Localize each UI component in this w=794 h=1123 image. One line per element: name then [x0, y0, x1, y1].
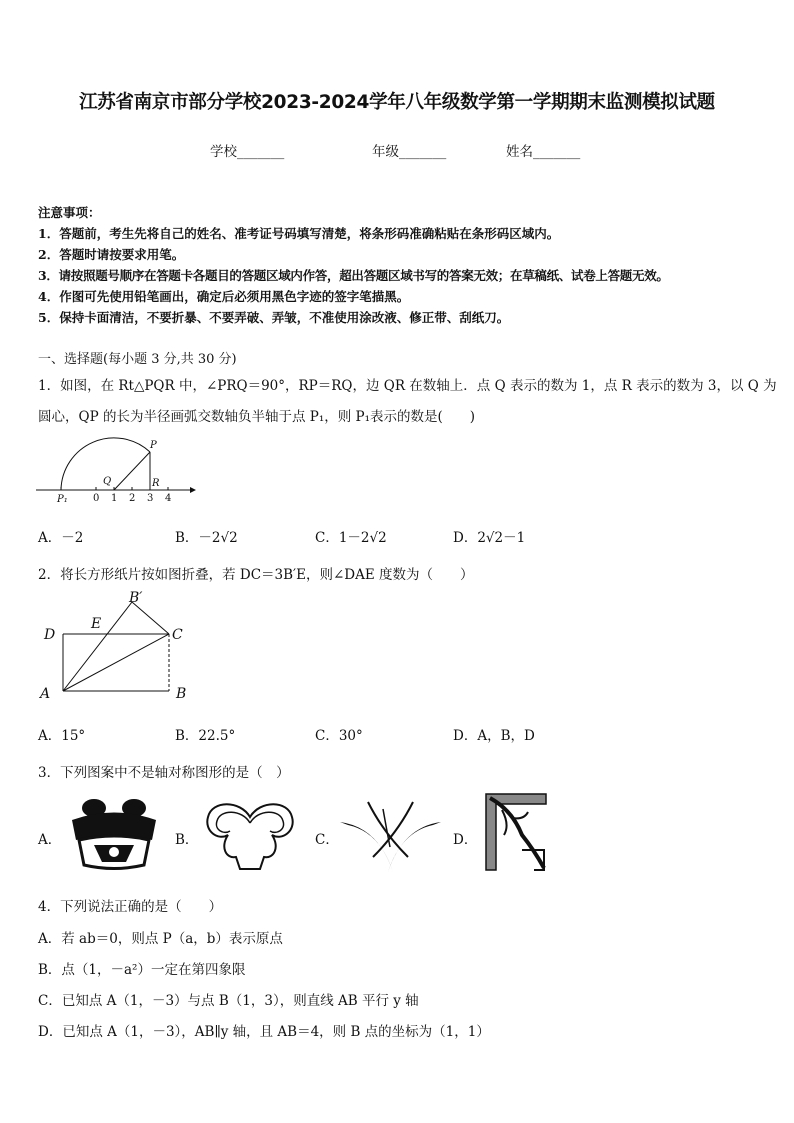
- q1-option-b: B．－2√2: [175, 530, 238, 546]
- name-field: 姓名_______: [506, 144, 581, 160]
- label-Q: Q: [103, 476, 112, 487]
- q2-option-b: B．22.5°: [175, 728, 236, 744]
- q2-option-a: A．15°: [38, 728, 86, 744]
- label-B: B: [176, 686, 187, 702]
- q4-option-c: C．已知点 A（1，－3）与点 B（1，3），则直线 AB 平行 y 轴: [38, 993, 419, 1009]
- label-A: A: [40, 686, 51, 702]
- school-field: 学校_______: [210, 144, 285, 160]
- q1-number-line-figure: [30, 436, 200, 508]
- label-R: R: [152, 478, 160, 489]
- tick-label: 2: [129, 493, 136, 504]
- q3-option-b: B．: [175, 832, 199, 848]
- label-P1: P₁: [57, 494, 68, 505]
- tick-label: 1: [111, 493, 118, 504]
- tick-label: 4: [165, 493, 172, 504]
- page-title: 江苏省南京市部分学校2023-2024学年八年级数学第一学期期末监测模拟试题: [79, 92, 715, 113]
- notes-heading: 注意事项：: [38, 205, 101, 220]
- question-1-line1: 1．如图，在 Rt△PQR 中，∠PRQ＝90°，RP＝RQ，边 QR 在数轴上．点 Q 表示的数为 1，点 R 表示的数为 3，以 Q 为: [38, 378, 777, 394]
- tick-label: 0: [93, 493, 100, 504]
- q4-option-b: B．点（1，－a²）一定在第四象限: [38, 962, 246, 978]
- note-item: 1．答题前，考生先将自己的姓名、准考证号码填写清楚，将条形码准确粘贴在条形码区域内。: [38, 226, 560, 241]
- q2-folded-rectangle-figure: [36, 590, 196, 705]
- q1-option-d: D．2√2－1: [453, 530, 526, 546]
- note-item: 3．请按照题号顺序在答题卡各题目的答题区域内作答，超出答题区域书写的答案无效；在草稿纸、试卷上答题无效。: [38, 268, 669, 283]
- notes-block: [38, 202, 669, 328]
- q3-pattern-a-image: [64, 790, 164, 875]
- grade-field: 年级_______: [372, 144, 447, 160]
- q1-option-a: A．－2: [38, 530, 84, 546]
- label-E: E: [91, 616, 102, 632]
- note-item: 4．作图可先使用铅笔画出，确定后必须用黑色字迹的签字笔描黑。: [38, 289, 410, 304]
- q4-option-a: A．若 ab＝0，则点 P（a，b）表示原点: [38, 931, 283, 947]
- tick-label: 3: [147, 493, 154, 504]
- q3-pattern-d-image: [482, 790, 550, 874]
- label-D: D: [44, 627, 56, 643]
- q3-option-c: C．: [315, 832, 339, 848]
- q4-option-d: D．已知点 A（1，－3），AB∥y 轴，且 AB＝4，则 B 点的坐标为（1，1）: [38, 1024, 490, 1040]
- q3-option-d: D．: [453, 832, 478, 848]
- q2-option-d: D．A，B，D: [453, 728, 535, 744]
- question-3-text: 3．下列图案中不是轴对称图形的是（ ）: [38, 765, 290, 781]
- label-P: P: [150, 440, 157, 451]
- question-4-text: 4．下列说法正确的是（ ）: [38, 899, 223, 915]
- question-1-line2: 圆心，QP 的长为半径画弧交数轴负半轴于点 P₁，则 P₁表示的数是( ): [38, 409, 476, 425]
- q2-option-c: C．30°: [315, 728, 363, 744]
- label-B-prime: B′: [129, 590, 143, 606]
- label-C: C: [172, 627, 183, 643]
- section-heading: 一、选择题(每小题 3 分,共 30 分): [38, 352, 237, 367]
- q3-option-a: A．: [38, 832, 62, 848]
- q3-pattern-b-image: [200, 795, 300, 875]
- note-item: 2．答题时请按要求用笔。: [38, 247, 185, 262]
- question-2-text: 2．将长方形纸片按如图折叠，若 DC＝3B′E，则∠DAE 度数为（ ）: [38, 567, 474, 583]
- note-item: 5．保持卡面清洁，不要折暴、不要弄破、弄皱，不准使用涂改液、修正带、刮纸刀。: [38, 310, 510, 325]
- q3-pattern-c-image: [338, 797, 443, 875]
- q1-option-c: C．1－2√2: [315, 530, 387, 546]
